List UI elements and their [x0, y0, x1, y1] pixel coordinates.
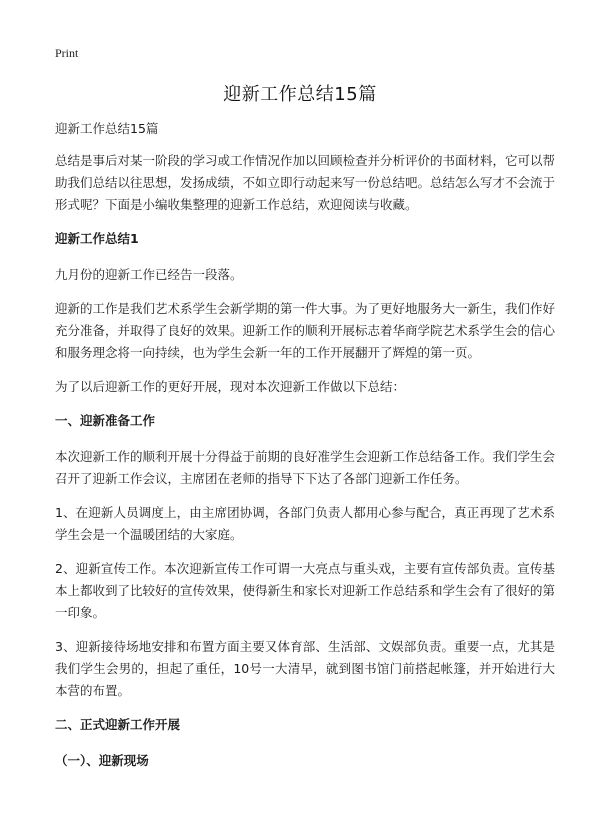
paragraph: 为了以后迎新工作的更好开展，现对本次迎新工作做以下总结：: [55, 379, 406, 394]
document-title: 迎新工作总结15篇: [223, 84, 377, 105]
list-paragraph: 3、迎新接待场地安排和布置方面主要又体育部、生活部、文娱部负责。重要一点，尤其是我们学生会男的，担起了重任，10号一大清早，就到图书馆门前搭起帐篷，并开始进行大本营的布置。: [55, 639, 555, 698]
intro-paragraph: 总结是事后对某一阶段的学习或工作情况作加以回顾检查并分析评价的书面材料，它可以帮助我们总结以往思想，发扬成绩，不如立即行动起来写一份总结吧。总结怎么写才不会流于形式呢？下面是小编收集整理的迎新工作总结，欢迎阅读与收藏。: [55, 153, 556, 212]
prep-heading: 一、迎新准备工作: [55, 413, 156, 428]
section-heading-1: 迎新工作总结1: [55, 231, 139, 246]
paragraph: 九月份的迎新工作已经告一段落。: [55, 267, 243, 282]
document-subtitle: 迎新工作总结15篇: [55, 121, 159, 136]
scene-subheading: （一）、迎新现场: [55, 753, 149, 768]
document-body: [55, 120, 555, 782]
formal-heading: 二、正式迎新工作开展: [55, 717, 181, 732]
list-paragraph: 1、在迎新人员调度上，由主席团协调，各部门负责人都用心参与配合，真正再现了艺术系学生会是一个温暖团结的大家庭。: [55, 505, 555, 542]
paragraph: 迎新的工作是我们艺术系学生会新学期的第一件大事。为了更好地服务大一新生，我们作好充分准备，并取得了良好的效果。迎新工作的顺利开展标志着华商学院艺术系学生会的信心和服务理念将一向持续，也为学生会新一年的工作开展翻开了辉煌的第一页。: [55, 301, 556, 360]
print-label: Print: [55, 46, 79, 60]
paragraph: 本次迎新工作的顺利开展十分得益于前期的良好准学生会迎新工作总结备工作。我们学生会召开了迎新工作会议，主席团在老师的指导下下达了各部门迎新工作任务。: [55, 449, 556, 486]
list-paragraph: 2、迎新宣传工作。本次迎新宣传工作可谓一大亮点与重头戏，主要有宣传部负责。宣传基本上都收到了比较好的宣传效果，使得新生和家长对迎新工作总结系和学生会有了很好的第一印象。: [55, 561, 556, 620]
